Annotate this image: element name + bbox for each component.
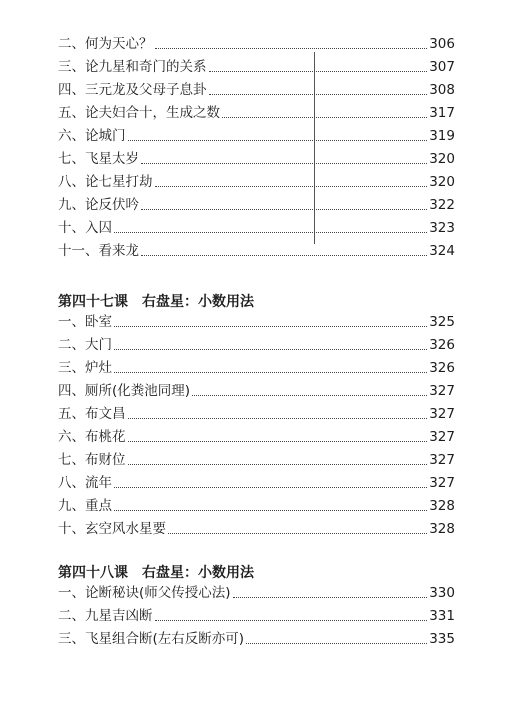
leader-dots [141, 209, 427, 210]
toc-entry-title: 三、论九星和奇门的关系 [58, 59, 207, 75]
toc-entry [58, 128, 455, 145]
toc-entry-page: 327 [429, 475, 455, 491]
leader-dots [128, 464, 428, 465]
toc-entry [58, 220, 455, 237]
toc-entry-title: 十、玄空风水星要 [58, 521, 166, 537]
toc-entry [58, 36, 455, 53]
toc-entry [58, 337, 455, 354]
toc-entry-page: 320 [429, 151, 455, 167]
toc-entry-title: 七、飞星太岁 [58, 151, 139, 167]
toc-entry [58, 82, 455, 99]
leader-dots [128, 418, 428, 419]
toc-entry-title: 一、卧室 [58, 314, 112, 330]
toc-entry [58, 429, 455, 446]
leader-dots [128, 140, 428, 141]
toc-entry-page: 326 [429, 360, 455, 376]
toc-entry [58, 475, 455, 492]
toc-entry-page: 331 [429, 608, 455, 624]
toc-entry [58, 608, 455, 625]
leader-dots [114, 349, 427, 350]
toc-entry-page: 308 [429, 82, 455, 98]
toc-entry [58, 452, 455, 469]
toc-entry-page: 325 [429, 314, 455, 330]
toc-entry-title: 十、入囚 [58, 220, 112, 236]
leader-dots [209, 94, 428, 95]
toc-entry-page: 326 [429, 337, 455, 353]
toc-entry [58, 105, 455, 122]
toc-entry [58, 360, 455, 377]
toc-entry-title: 六、布桃花 [58, 429, 126, 445]
toc-entry-page: 324 [429, 243, 455, 259]
toc-entry-page: 335 [429, 631, 455, 647]
toc-entry-page: 327 [429, 383, 455, 399]
toc-entry-title: 六、论城门 [58, 128, 126, 144]
toc-entry-title: 八、论七星打劫 [58, 174, 153, 190]
chapter-heading: 第四十八课 右盘星：小数用法 [58, 565, 254, 581]
leader-dots [114, 372, 427, 373]
leader-dots [141, 163, 427, 164]
leader-dots [114, 510, 427, 511]
toc-entry-page: 320 [429, 174, 455, 190]
toc-entry-title: 三、炉灶 [58, 360, 112, 376]
toc-entry-page: 328 [429, 521, 455, 537]
toc-entry-title: 五、布文昌 [58, 406, 126, 422]
leader-dots [209, 71, 428, 72]
toc-entry-page: 307 [429, 59, 455, 75]
toc-entry [58, 383, 455, 400]
toc-entry-title: 二、大门 [58, 337, 112, 353]
toc-entry-title: 四、三元龙及父母子息卦 [58, 82, 207, 98]
leader-dots [155, 620, 428, 621]
toc-entry-page: 328 [429, 498, 455, 514]
toc-entry-title: 三、飞星组合断(左右反断亦可) [58, 631, 245, 647]
toc-entry-title: 五、论夫妇合十，生成之数 [58, 105, 220, 121]
toc-entry [58, 314, 455, 331]
toc-entry [58, 151, 455, 168]
leader-dots [141, 255, 427, 256]
toc-entry-title: 一、论断秘诀(师父传授心法) [58, 585, 231, 601]
toc-entry [58, 521, 455, 538]
toc-entry-page: 322 [429, 197, 455, 213]
toc-entry-page: 330 [429, 585, 455, 601]
leader-dots [168, 533, 427, 534]
toc-entry [58, 585, 455, 602]
leader-dots [155, 186, 428, 187]
toc-entry [58, 406, 455, 423]
toc-entry-title: 九、重点 [58, 498, 112, 514]
toc-entry-page: 327 [429, 452, 455, 468]
toc-entry-title: 四、厕所(化粪池同理) [58, 383, 191, 399]
toc-entry-title: 九、论反伏吟 [58, 197, 139, 213]
toc-entry [58, 174, 455, 191]
leader-dots [114, 326, 427, 327]
toc-entry-page: 317 [429, 105, 455, 121]
toc-entry [58, 631, 455, 648]
leader-dots [128, 441, 428, 442]
toc-entry-page: 306 [429, 36, 455, 52]
toc-entry-title: 二、九星吉凶断 [58, 608, 153, 624]
leader-dots [233, 597, 428, 598]
toc-entry-page: 327 [429, 406, 455, 422]
toc-entry-title: 八、流年 [58, 475, 112, 491]
toc-entry-title: 七、布财位 [58, 452, 126, 468]
leader-dots [155, 48, 428, 49]
toc-entry [58, 498, 455, 515]
toc-entry-title: 二、何为天心？ [58, 36, 153, 52]
toc-entry-page: 323 [429, 220, 455, 236]
chapter-heading: 第四十七课 右盘星：小数用法 [58, 294, 254, 310]
toc-entry [58, 197, 455, 214]
toc-entry [58, 243, 455, 260]
scan-artifact-line [314, 52, 315, 244]
leader-dots [192, 395, 427, 396]
leader-dots [246, 643, 427, 644]
toc-entry [58, 59, 455, 76]
toc-entry-title: 十一、看来龙 [58, 243, 139, 259]
toc-entry-page: 327 [429, 429, 455, 445]
leader-dots [222, 117, 427, 118]
toc-entry-page: 319 [429, 128, 455, 144]
leader-dots [114, 232, 427, 233]
leader-dots [114, 487, 427, 488]
